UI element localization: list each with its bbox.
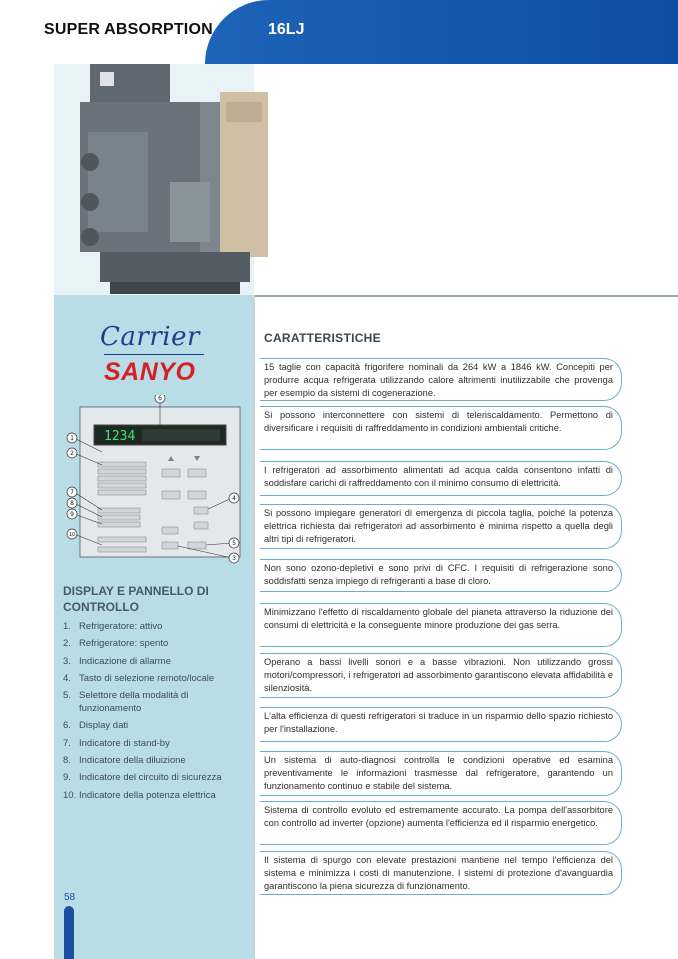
callout-10: 10 bbox=[68, 532, 76, 538]
feature-box: Non sono ozono-depletivi e sono privi di CFC. I requisiti di refrigerazione sono soddisfatti senza impiego di refrigeranti a base di cloro. bbox=[260, 559, 622, 592]
display-readout: 1234 bbox=[104, 429, 136, 444]
absorption-chiller-image bbox=[80, 62, 280, 297]
room-window bbox=[600, 92, 660, 202]
features-title: CARATTERISTICHE bbox=[264, 331, 381, 345]
page-tab-marker bbox=[64, 906, 74, 959]
feature-box: Operano a bassi livelli sonori e a basse vibrazioni. Non utilizzando grossi motori/compressori, i refrigeratori ad assorbimento garantiscono elevata affidabilità e silenziosità. bbox=[260, 653, 622, 698]
carrier-logo: Carrier bbox=[100, 322, 200, 352]
callout-3: 3 bbox=[232, 555, 236, 562]
list-item bbox=[63, 789, 248, 802]
list-item-text: Refrigeratore: spento bbox=[79, 638, 169, 650]
list-item-number: 8. bbox=[63, 755, 71, 767]
list-item bbox=[63, 672, 248, 685]
callout-1: 1 bbox=[70, 435, 74, 442]
list-item-text: Display dati bbox=[79, 720, 129, 732]
callout-9: 9 bbox=[70, 511, 74, 518]
divider-vertical bbox=[253, 295, 255, 959]
page-number: 58 bbox=[64, 892, 76, 903]
feature-box: Un sistema di auto-diagnosi controlla le condizioni operative ed esamina preventivamente le informazioni trasmesse dal refrigeratore, garantendo un funzionamento continuo e stabile del sistema. bbox=[260, 751, 622, 796]
list-item-text: Selettore della modalità di funzionamento bbox=[79, 690, 189, 715]
list-item-text: Refrigeratore: attivo bbox=[79, 621, 163, 632]
list-item bbox=[63, 620, 248, 633]
header-model: 16LJ bbox=[268, 21, 305, 38]
callout-6: 6 bbox=[158, 395, 162, 402]
list-item-text: Indicatore della potenza elettrica bbox=[79, 789, 216, 801]
list-item-text: Indicatore di stand-by bbox=[79, 737, 170, 749]
room-wall bbox=[290, 60, 678, 220]
list-item-number: 3. bbox=[63, 655, 71, 667]
list-item bbox=[63, 637, 248, 650]
feature-box: 15 taglie con capacità frigorifere nominali da 264 kW a 1846 kW. Concepiti per produrre acqua refrigerata utilizzando calore altrimenti inutilizzabile che provenga per esempio da sistemi di cogenerazione. bbox=[260, 358, 622, 401]
display-legend-list bbox=[63, 620, 248, 806]
logo-divider bbox=[104, 354, 204, 355]
feature-box: Sistema di controllo evoluto ed estremamente accurato. La pompa dell'assorbitore con controllo ad inverter (opzione) aumenta l'efficienza ed il risparmio energetico. bbox=[260, 801, 622, 845]
list-item-number: 7. bbox=[63, 737, 71, 749]
control-panel-diagram bbox=[62, 395, 248, 567]
room-ceiling bbox=[290, 64, 678, 86]
list-item-number: 6. bbox=[63, 720, 71, 732]
list-item-number: 1. bbox=[63, 621, 71, 632]
list-item bbox=[63, 754, 248, 767]
feature-box: I refrigeratori ad assorbimento alimentati ad acqua calda consentono infatti di soddisfare carichi di raffreddamento con il minimo consumo di elettricità. bbox=[260, 461, 622, 496]
feature-box: L'alta efficienza di questi refrigeratori si traduce in un risparmio dello spazio richiesto per l'installazione. bbox=[260, 707, 622, 742]
list-item bbox=[63, 737, 248, 750]
room-column bbox=[460, 64, 520, 244]
room-window bbox=[300, 92, 360, 202]
display-section-title: DISPLAY E PANNELLO DI CONTROLLO bbox=[63, 584, 209, 614]
list-item bbox=[63, 655, 248, 668]
feature-box: Si possono interconnettere con sistemi di teleriscaldamento. Permettono di diversificare i requisiti di raffreddamento in condizioni ambientali critiche. bbox=[260, 406, 622, 450]
list-item-text: Indicazione di allarme bbox=[79, 655, 171, 667]
list-item-number: 9. bbox=[63, 772, 71, 784]
feature-box: Il sistema di spurgo con elevate prestazioni mantiene nel tempo l'efficienza del sistema e minimizza i costi di manutenzione. I sistemi di protezione d'avanguardia garantiscono la piena sicurezza di funzionamento. bbox=[260, 851, 622, 895]
divider-horizontal bbox=[254, 295, 678, 297]
room-window bbox=[400, 92, 460, 202]
room-column bbox=[560, 64, 588, 244]
feature-box: Minimizzano l'effetto di riscaldamento globale del pianeta attraverso la riduzione dei consumi di elettricità e la conseguente minore produzione dei gas serra. bbox=[260, 603, 622, 647]
list-item-number: 10. bbox=[63, 789, 77, 801]
callout-8: 8 bbox=[70, 500, 74, 507]
callout-5: 5 bbox=[232, 540, 236, 547]
callout-7: 7 bbox=[70, 489, 74, 496]
list-item-text: Indicatore della diluizione bbox=[79, 755, 186, 767]
callout-4: 4 bbox=[232, 495, 236, 502]
sanyo-logo: SANYO bbox=[104, 358, 196, 386]
feature-box: Si possono impiegare generatori di emergenza di piccola taglia, poiché la potenza elettrica richiesta dai refrigeratori ad assorbimento è minima rispetto a quella degli altri tipi di refrigeratori. bbox=[260, 504, 622, 549]
header-title: SUPER ABSORPTION bbox=[44, 21, 213, 38]
list-item bbox=[63, 719, 248, 732]
list-item-text: Indicatore del circuito di sicurezza bbox=[79, 772, 222, 784]
list-item-number: 5. bbox=[63, 690, 71, 702]
list-item-text: Tasto di selezione remoto/locale bbox=[79, 672, 215, 684]
list-item-number: 2. bbox=[63, 638, 71, 650]
list-item-number: 4. bbox=[63, 672, 71, 684]
callout-2: 2 bbox=[70, 450, 74, 457]
list-item bbox=[63, 689, 248, 715]
list-item bbox=[63, 771, 248, 784]
